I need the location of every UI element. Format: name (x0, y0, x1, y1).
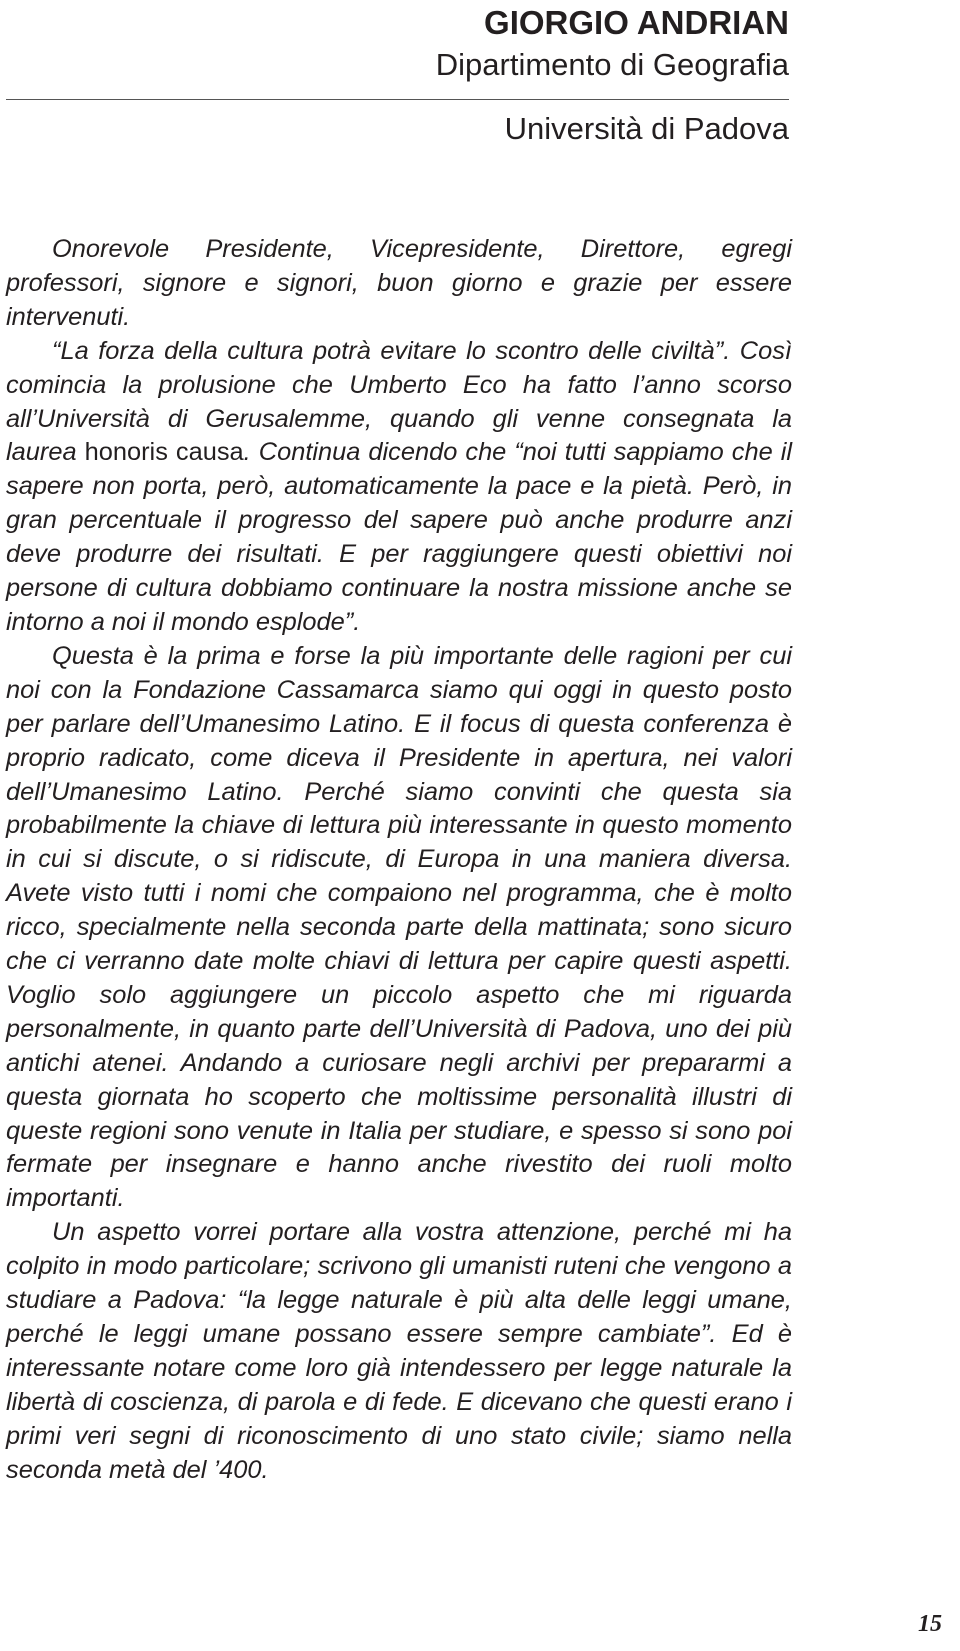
department-name: Dipartimento di Geografia (435, 47, 789, 82)
paragraph-text: Onorevole Presidente, Vicepresidente, Direttore, egregi professori, signore e signori, buon giorno e grazie per essere intervenuti. (6, 235, 792, 331)
university-name: Università di Padova (504, 111, 789, 146)
paragraph (6, 1216, 792, 1487)
header-divider (6, 99, 789, 100)
paragraph (6, 640, 792, 1216)
paragraph-text: . Continua dicendo che “noi tutti sappiamo che il sapere non porta, però, automaticamente la pace e la pietà. Però, in gran percentuale il progresso del sapere può anche produrre anzi deve produrre dei risultati. E per raggiungere questi obiettivi noi persone di cultura dobbiamo continuare la nostra missione anche se intorno a noi il mondo esplode”. (6, 438, 792, 636)
paragraph-text: Questa è la prima e forse la più importante delle ragioni per cui noi con la Fondazione Cassamarca siamo qui oggi in questo posto per parlare dell’Umanesimo Latino. E il focus di questa conferenza è proprio radicato, come diceva il Presidente in apertura, nei valori dell’Umanesimo Latino. Perché siamo convinti che questa sia probabilmente la chiave di lettura più interessante in questo momento in cui si discute, o si ridiscute, di Europa in una maniera diversa. Avete visto tutti i nomi che compaiono nel programma, che è molto ricco, specialmente nella seconda parte della mattinata; sono sicuro che ci verranno date molte chiavi di lettura per capire questi aspetti. Voglio solo aggiungere un piccolo aspetto che mi riguarda personalmente, in quanto parte dell’Università di Padova, uno dei più antichi atenei. Andando a curiosare negli archivi per prepararmi a questa giornata ho scoperto che moltissime personalità illustri di queste regioni sono venute in Italia per studiare, e spesso si sono poi fermate per insegnare e hanno anche rivestito dei ruoli molto importanti. (6, 641, 792, 1213)
paragraph-text: Un aspetto vorrei portare alla vostra attenzione, perché mi ha colpito in modo particolare; scrivono gli umanisti ruteni che vengono a studiare a Padova: “la legge naturale è più alta delle leggi umane, perché le leggi umane possano essere sempre cambiate”. Ed è interessante notare come loro già intendessero per legge naturale la libertà di coscienza, di parola e di fede. E dicevano che questi erano i primi veri segni di riconoscimento di uno stato civile; siamo nella seconda metà del ’400. (6, 1218, 792, 1484)
paragraph (6, 335, 792, 640)
page-number: 15 (918, 1611, 942, 1637)
speech-body (6, 233, 792, 1488)
paragraph-text-roman: honoris causa (84, 438, 244, 467)
paragraph-text: “La forza della cultura potrà evitare lo scontro delle civiltà”. Così comincia la prolusione che Umberto Eco ha fatto l’anno scorso all’Università di Gerusalemme, quando gli venne consegnata la laurea (6, 336, 792, 467)
paragraph (6, 233, 792, 335)
author-name: GIORGIO ANDRIAN (484, 4, 789, 41)
